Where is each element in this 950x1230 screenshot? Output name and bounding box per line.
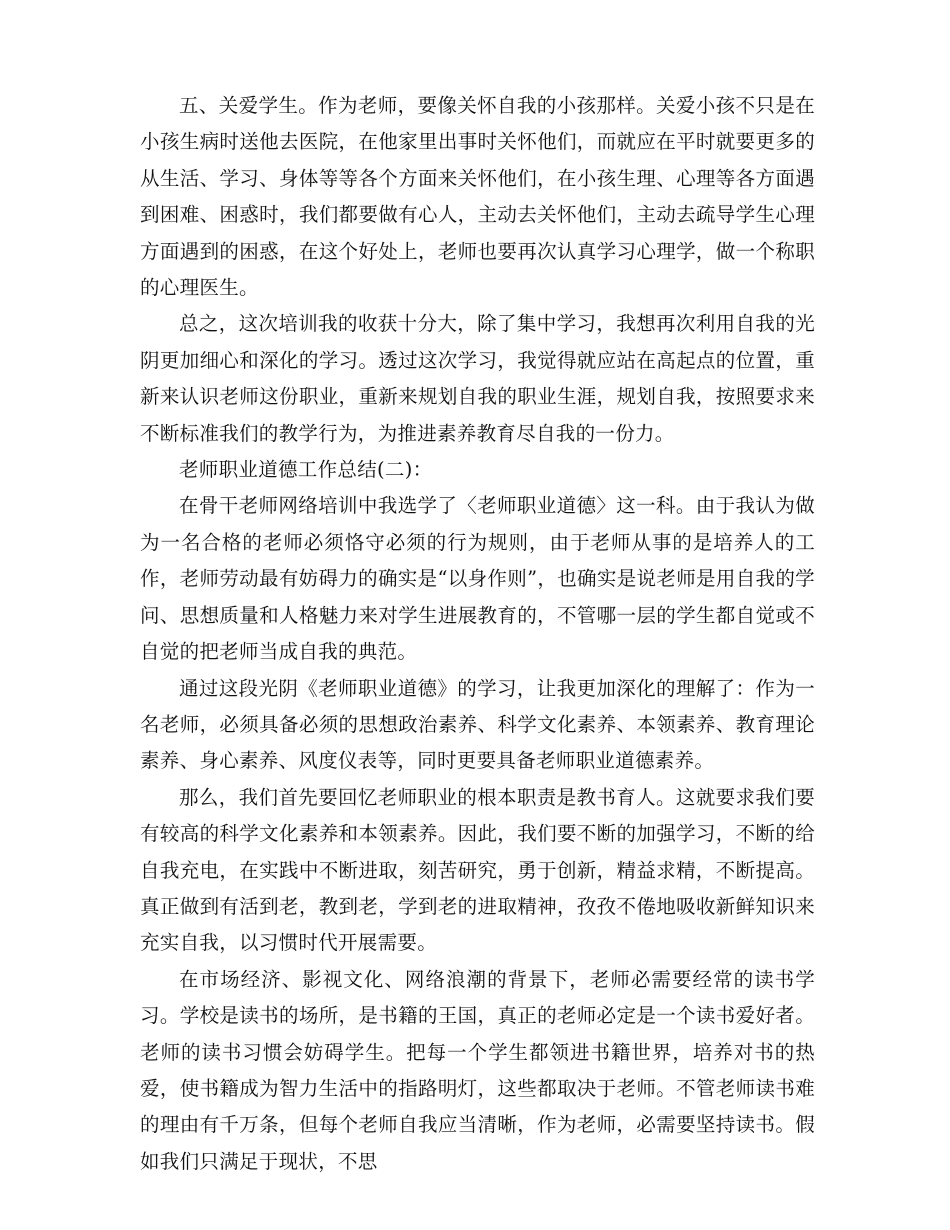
paragraph-reading-habit: 在市场经济、影视文化、网络浪潮的背景下，老师必需要经常的读书学习。学校是读书的场所，是书籍的王国，真正的老师必定是一个读书爱好者。老师的读书习惯会妨碍学生。把每一个学生都领进书籍世界，培养对书的热爱，使书籍成为智力生活中的指路明灯，这些都取决于老师。不管老师读书难的理由有千万条，但每个老师自我应当清晰，作为老师，必需要坚持读书。假如我们只满足于现状，不思	[140, 967, 815, 1173]
paragraph-training-summary: 总之，这次培训我的收获十分大，除了集中学习，我想再次利用自我的光阴更加细心和深化的学习。透过这次学习，我觉得就应站在高起点的位置，重新来认识老师这份职业，重新来规划自我的职业生涯，规划自我，按照要求来不断标准我们的教学行为，为推进素养教育尽自我的一份力。	[140, 312, 815, 445]
document-body	[140, 88, 815, 1180]
paragraph-care-for-students: 五、关爱学生。作为老师，要像关怀自我的小孩那样。关爱小孩不只是在小孩生病时送他去医院，在他家里出事时关怀他们，而就应在平时就要更多的从生活、学习、身体等等各个方面来关怀他们，在小孩生理、心理等各方面遇到困难、困惑时，我们都要做有心人，主动去关怀他们，主动去疏导学生心理方面遇到的困惑，在这个好处上，老师也要再次认真学习心理学，做一个称职的心理医生。	[140, 94, 815, 300]
section-heading: 老师职业道德工作总结(二)：	[179, 458, 433, 482]
paragraph-ethics-understanding: 通过这段光阴《老师职业道德》的学习，让我更加深化的理解了：作为一名老师，必须具备必须的思想政治素养、科学文化素养、本领素养、教育理论素养、身心素养、风度仪表等，同时更要具备老师职业道德素养。	[140, 676, 815, 773]
paragraph-ethics-course: 在骨干老师网络培训中我选学了〈老师职业道德〉这一科。由于我认为做为一名合格的老师必须恪守必须的行为规则，由于老师从事的是培养人的工作，老师劳动最有妨碍力的确实是“以身作则”，也确实是说老师是用自我的学问、思想质量和人格魅力来对学生进展教育的，不管哪一层的学生都自觉或不自觉的把老师当成自我的典范。	[140, 494, 815, 664]
paragraph-teaching-duty: 那么，我们首先要回忆老师职业的根本职责是教书育人。这就要求我们要有较高的科学文化素养和本领素养。因此，我们要不断的加强学习，不断的给自我充电，在实践中不断进取，刻苦研究，勇于创新，精益求精，不断提高。真正做到有活到老，教到老，学到老的进取精神，孜孜不倦地吸收新鲜知识来充实自我，以习惯时代开展需要。	[140, 785, 815, 955]
